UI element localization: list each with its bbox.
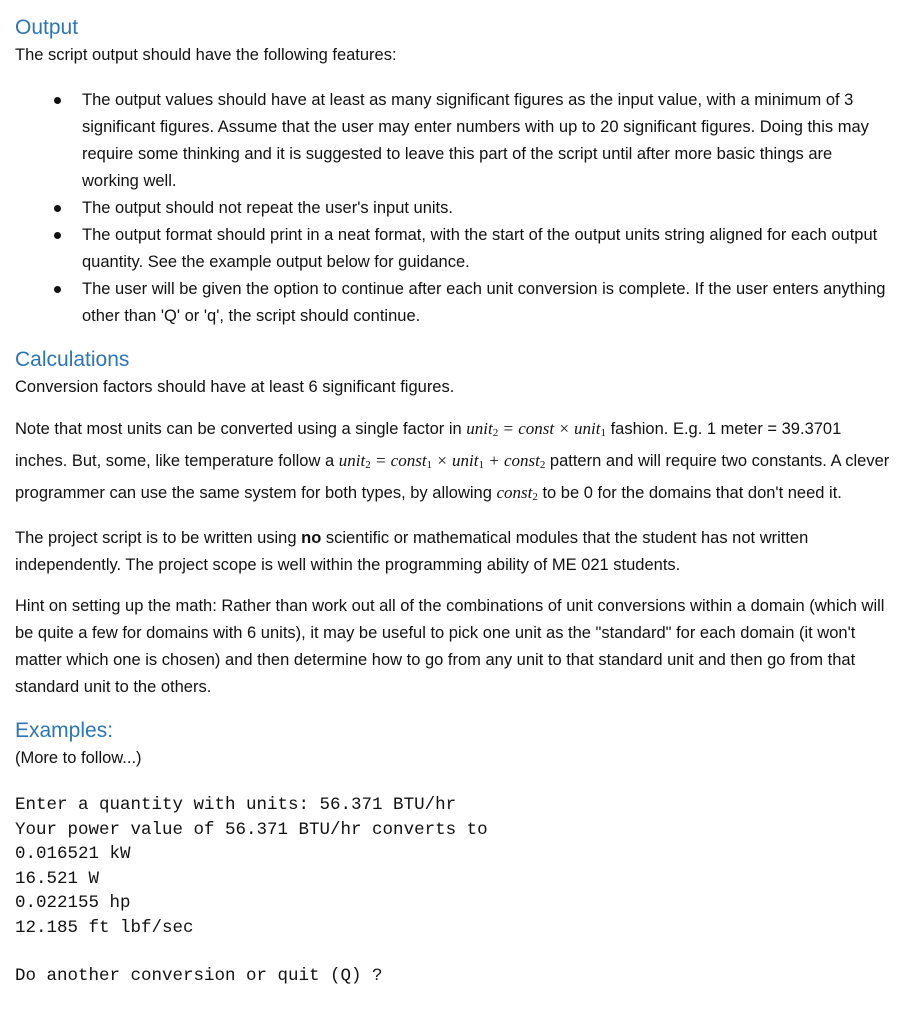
bullet-dot-icon	[54, 232, 61, 239]
calculations-heading: Calculations	[15, 348, 130, 371]
formula-const2: const$_2$	[496, 483, 538, 503]
calc-paragraph-3: The project script is to be written using no scientific or mathematical modules that the student has not written independently. The project scope is well within the programming ability of ME 021 students.	[15, 529, 809, 574]
output-bullet-list	[15, 87, 891, 330]
examples-heading: Examples:	[15, 719, 114, 742]
examples-note: (More to follow...)	[15, 749, 142, 767]
examples-section	[15, 717, 891, 989]
bullet-item: The output values should have at least as many significant figures as the input value, with a minimum of 3 significant figures. Assume that the user may enter numbers with up to 20 significant figures. Doing this may require some thinking and it is suggested to leave this part of the script until after more basic things are working well.	[82, 87, 891, 195]
result-line: 0.016521 kW	[15, 844, 131, 864]
output-heading: Output	[15, 16, 79, 39]
output-intro: The script output should have the following features:	[15, 46, 397, 64]
output-section	[15, 14, 891, 330]
calculations-section	[15, 346, 891, 701]
code-line: Enter a quantity with units: 56.371 BTU/hr	[15, 795, 457, 815]
bold-no: no	[301, 529, 322, 547]
example-console-output	[15, 793, 891, 989]
formula-single-factor: unit$_2$ = const × unit$_1$	[466, 419, 606, 439]
bullet-dot-icon	[54, 205, 61, 212]
calc-paragraph-1: Conversion factors should have at least 6 significant figures.	[15, 378, 455, 396]
calc-paragraph-2: Note that most units can be converted using a single factor in unit$_2$ = const × unit$_1$ fashion. E.g. 1 meter = 39.3701 inches. But, some, like temperature follow a unit$_2$ = const$_1$ × unit$_1$ + const$_2$ pattern and will require two constants. A clever programmer can use the same system for both types, by allowing const$_2$ to be 0 for the domains that don't need it.	[15, 419, 890, 503]
code-line: Your power value of 56.371 BTU/hr converts to	[15, 819, 488, 840]
result-line: 12.185 ft lbf/sec	[15, 917, 194, 938]
calc-paragraph-4: Hint on setting up the math: Rather than work out all of the combinations of unit conversions within a domain (which will be quite a few for domains with 6 units), it may be useful to pick one unit as the "standard" for each domain (it won't matter which one is chosen) and then determine how to go from any unit to that standard unit and then go from that standard unit to the others.	[15, 597, 885, 696]
bullet-dot-icon	[54, 286, 61, 293]
formula-two-constants: unit$_2$ = const$_1$ × unit$_1$ + const$_2$	[338, 451, 546, 471]
bullet-dot-icon	[54, 97, 61, 104]
bullet-item: The output should not repeat the user's input units.	[82, 195, 891, 222]
bullet-item: The output format should print in a neat format, with the start of the output units string aligned for each output quantity. See the example output below for guidance.	[82, 222, 891, 276]
bullet-item: The user will be given the option to continue after each unit conversion is complete. If the user enters anything other than 'Q' or 'q', the script should continue.	[82, 276, 891, 330]
continue-prompt: Do another conversion or quit (Q) ?	[15, 966, 383, 986]
result-line: 16.521 W	[15, 868, 100, 889]
result-line: 0.022155 hp	[15, 893, 131, 913]
